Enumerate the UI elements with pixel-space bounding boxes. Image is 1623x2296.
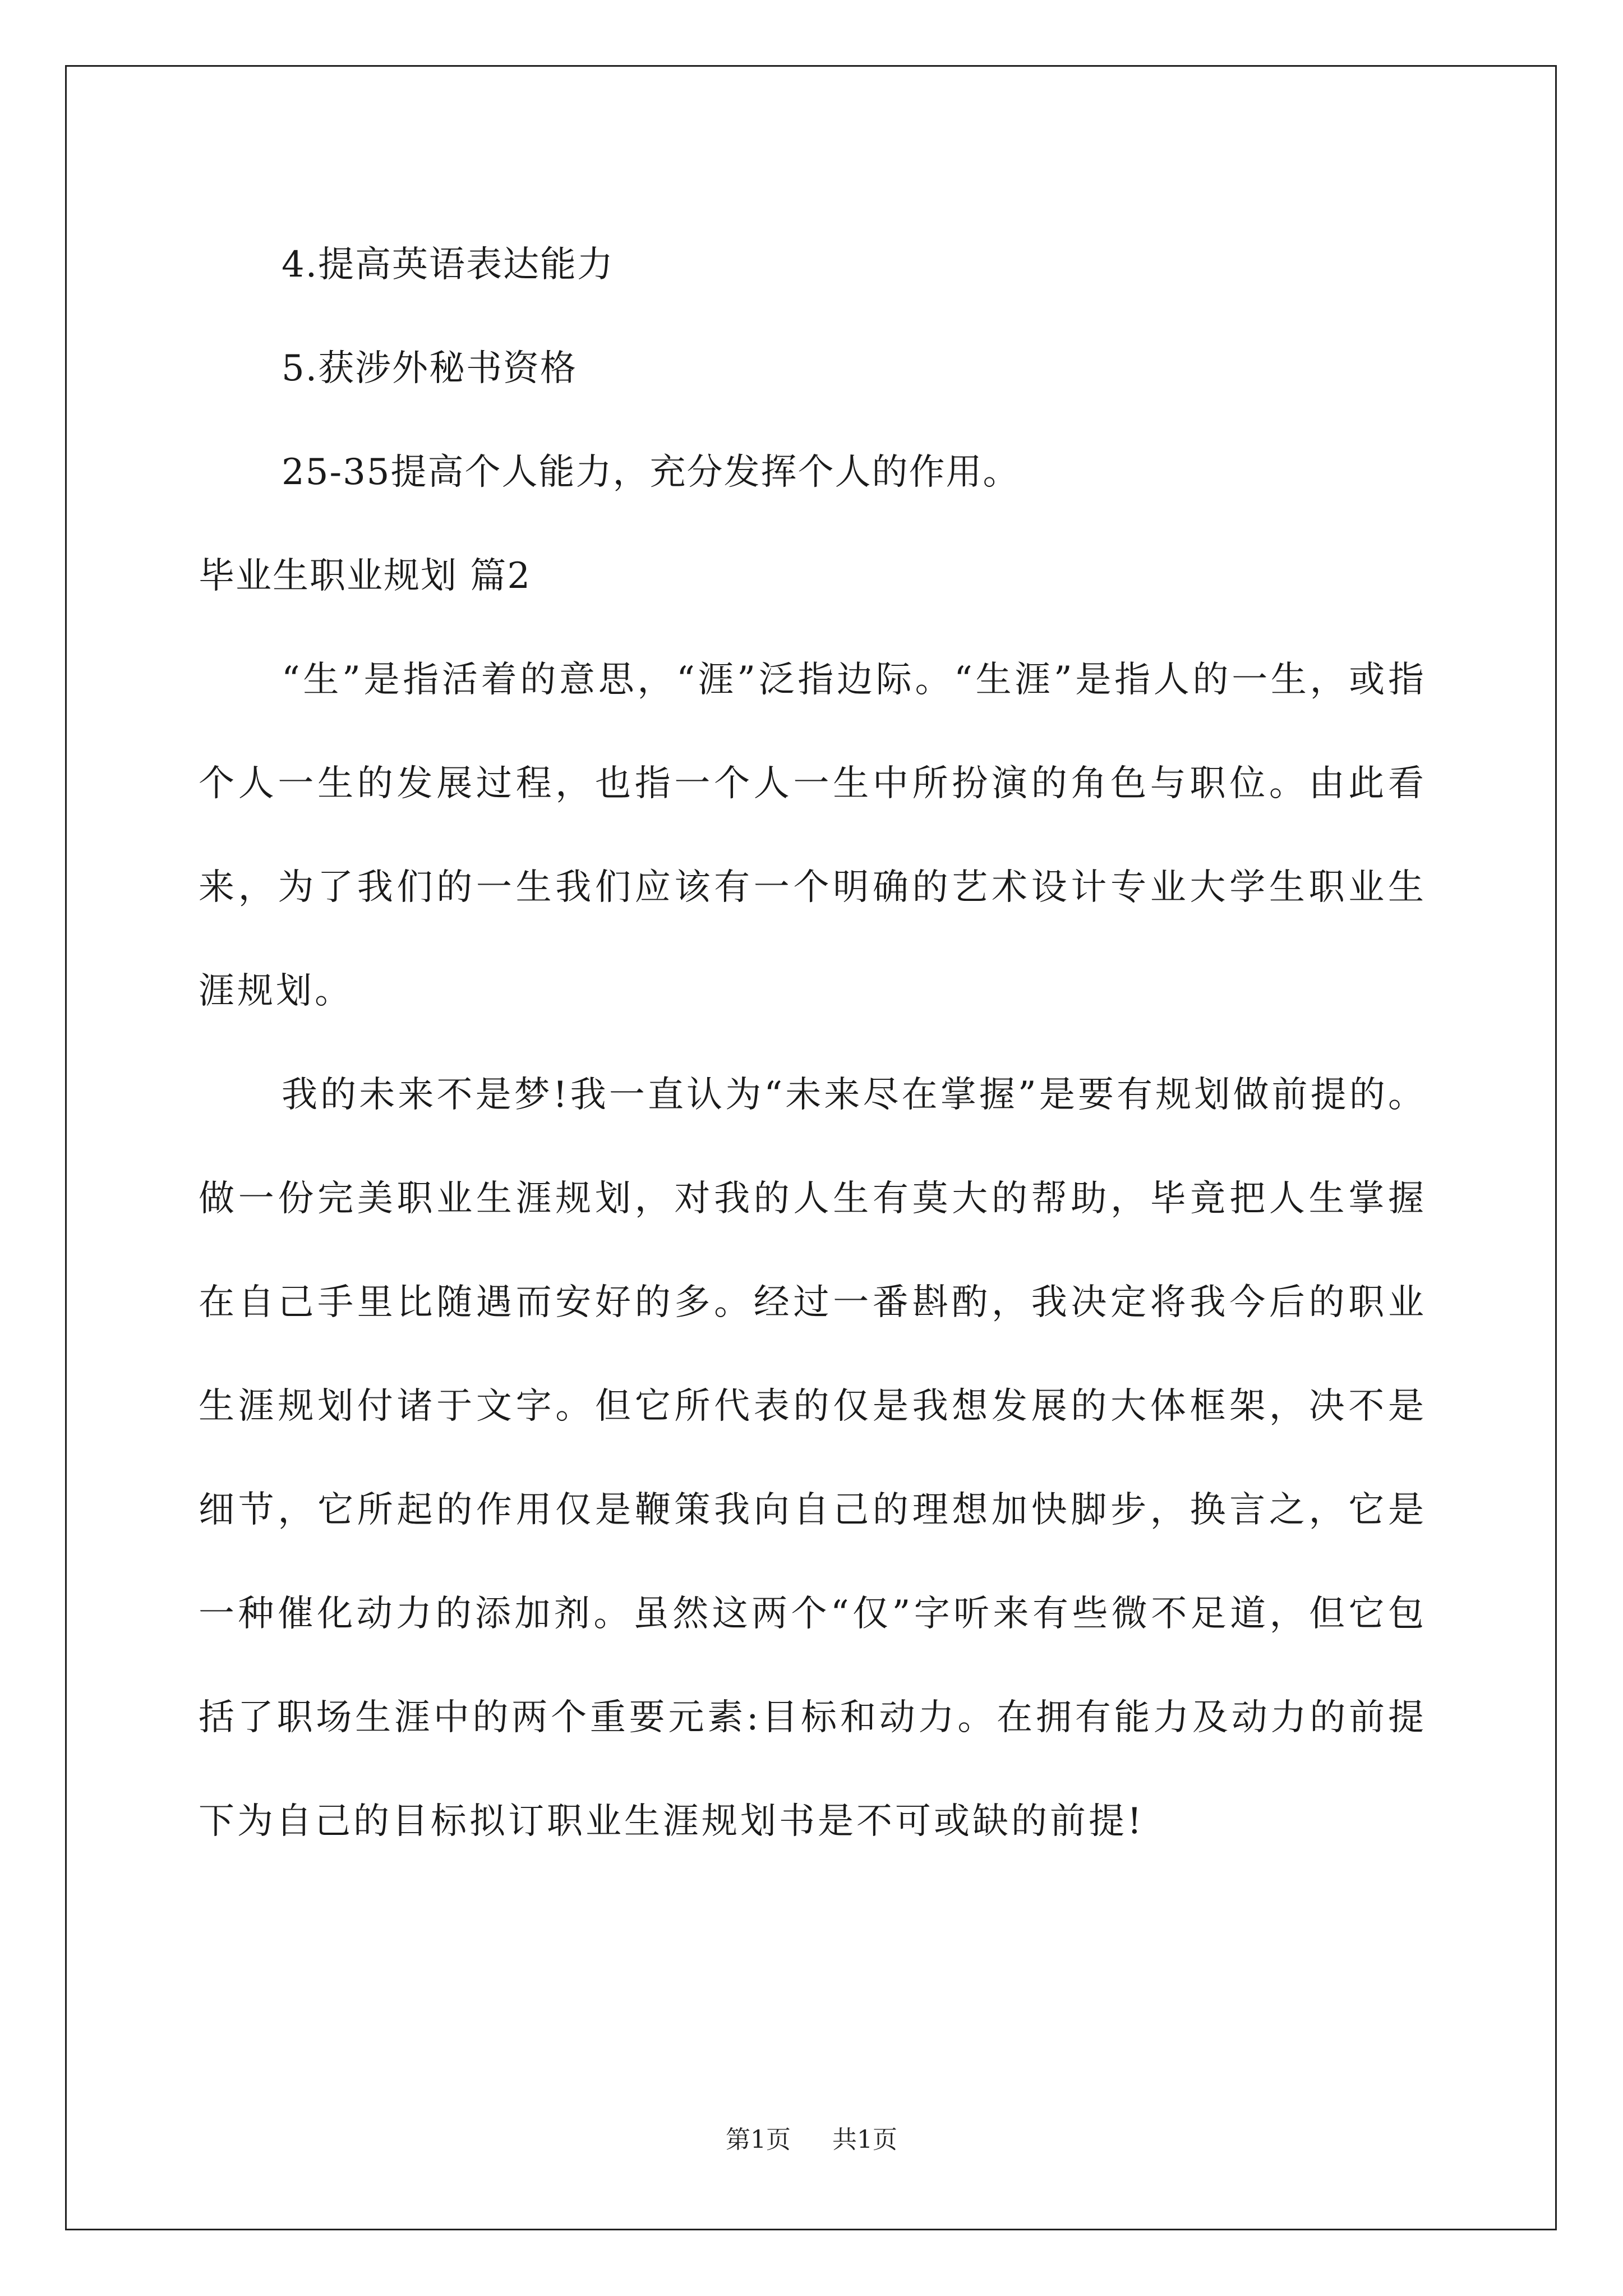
page-number-total: 共1页	[832, 2125, 897, 2154]
page-footer	[0, 2119, 1623, 2155]
page-number-current: 第1页	[726, 2125, 791, 2154]
age-goal-line: 25-35提高个人能力，充分发挥个人的作用。	[282, 452, 1020, 493]
paragraph-2: 我的未来不是梦!我一直认为“未来尽在掌握”是要有规划做前提的。做一份完美职业生涯规划，对我的人生有莫大的帮助，毕竟把人生掌握在自己手里比随遇而安好的多。经过一番斟酌，我决定将我今后的职业生涯规划付诸于文字。但它所代表的仅是我想发展的大体框架，决不是细节，它所起的作用仅是鞭策我向自己的理想加快脚步，换言之，它是一种催化动力的添加剂。虽然这两个“仅”字听来有些微不足道，但它包括了职场生涯中的两个重要元素:目标和动力。在拥有能力及动力的前提下为自己的目标拟订职业生涯规划书是不可或缺的前提!	[199, 1074, 1427, 1842]
list-item-5: 5.获涉外秘书资格	[282, 348, 578, 389]
document-body	[199, 213, 1427, 1874]
list-item-4: 4.提高英语表达能力	[282, 244, 615, 286]
paragraph-1: “生”是指活着的意思，“涯”泛指边际。“生涯”是指人的一生，或指个人一生的发展过程，也指一个人一生中所扮演的角色与职位。由此看来，为了我们的一生我们应该有一个明确的艺术设计专业大学生职业生涯规划。	[199, 659, 1427, 1012]
section-heading: 毕业生职业规划 篇2	[199, 555, 532, 597]
